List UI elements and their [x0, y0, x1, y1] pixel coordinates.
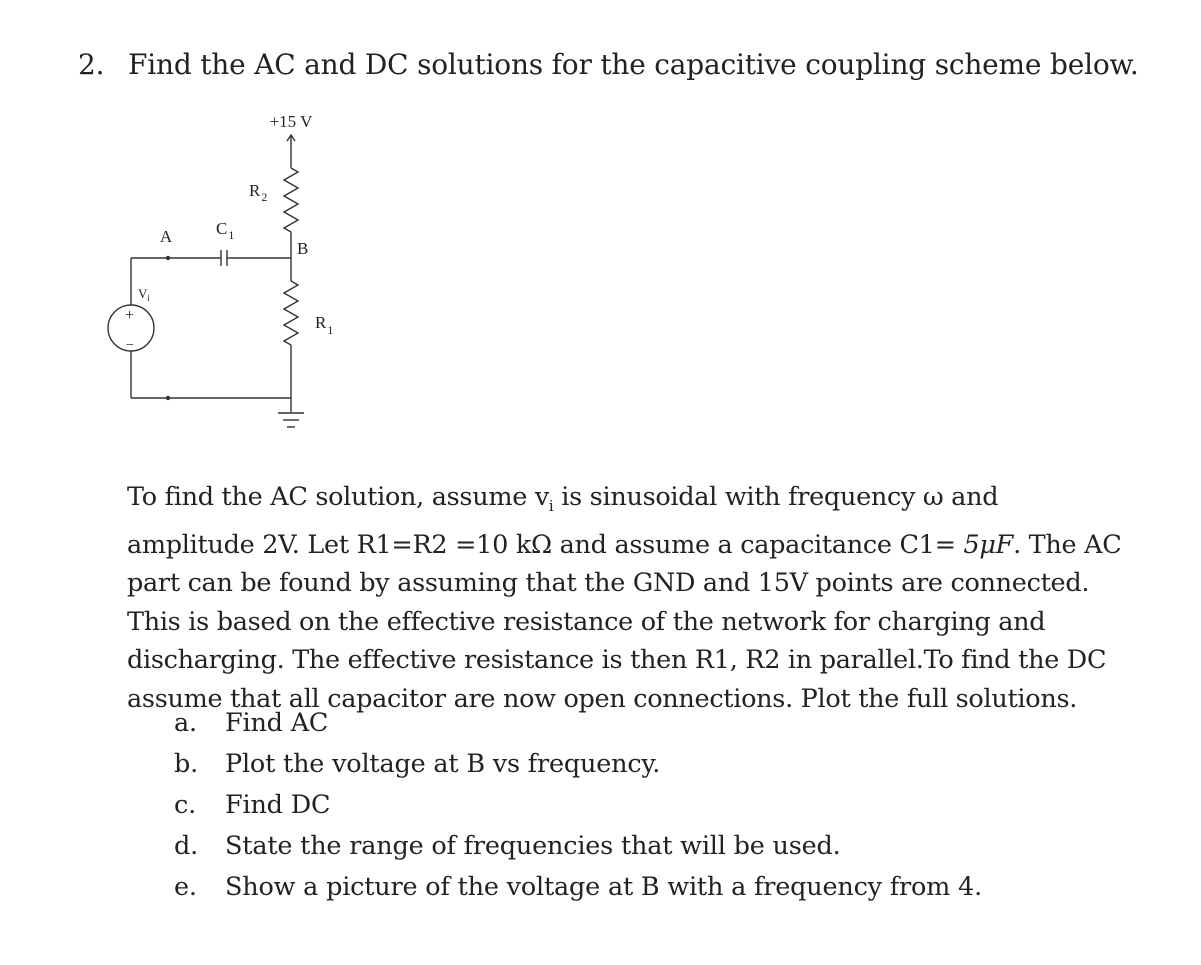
list-item: b. Plot the voltage at B vs frequency.: [174, 749, 661, 779]
source-plus: +: [125, 307, 135, 324]
paragraph-line-3: part can be found by assuming that the GND and 15V points are connected.: [127, 568, 1090, 599]
ground-icon: [278, 413, 304, 427]
node-a-label: A: [159, 227, 173, 246]
list-item: e. Show a picture of the voltage at B with a frequency from 4.: [174, 872, 982, 902]
paragraph-line-2: amplitude 2V. Let R1=R2 =10 kΩ and assume a capacitance C1= 5μF. The AC: [127, 529, 1122, 560]
node-b-label: B: [297, 239, 309, 258]
paragraph-line-6: assume that all capacitor are now open connections. Plot the full solutions.: [127, 684, 1078, 715]
paragraph-line-4: This is based on the effective resistance of the network for charging and: [127, 606, 1046, 637]
problem-paragraph: [127, 478, 1201, 719]
source-label: $V_i$: [138, 286, 150, 303]
ground-node-dot: [166, 396, 170, 400]
r1-label: $R_1$: [315, 313, 334, 337]
list-item: a. Find AC: [174, 708, 329, 738]
paragraph-line-1: To find the AC solution, assume $v_i$ is sinusoidal with frequency ω and: [127, 482, 999, 516]
resistor-r1: [284, 281, 298, 345]
supply-label: +15 V: [269, 112, 313, 131]
list-item: c. Find DC: [174, 790, 331, 820]
question-text: Find the AC and DC solutions for the capacitive coupling scheme below.: [128, 48, 1139, 81]
paragraph-line-5: discharging. The effective resistance is then R1, R2 in parallel.To find the DC: [127, 645, 1107, 676]
capacitor-c1: [221, 250, 231, 266]
node-a-dot: [166, 256, 170, 260]
question-number: 2.: [78, 48, 105, 81]
source-minus: −: [126, 338, 134, 353]
c1-label: $C_1$: [216, 219, 235, 242]
capacitance-math: 5μF: [963, 529, 1014, 560]
list-item: d. State the range of frequencies that will be used.: [174, 831, 841, 861]
resistor-r2: [284, 168, 298, 232]
r2-label: $R_2$: [249, 181, 268, 204]
